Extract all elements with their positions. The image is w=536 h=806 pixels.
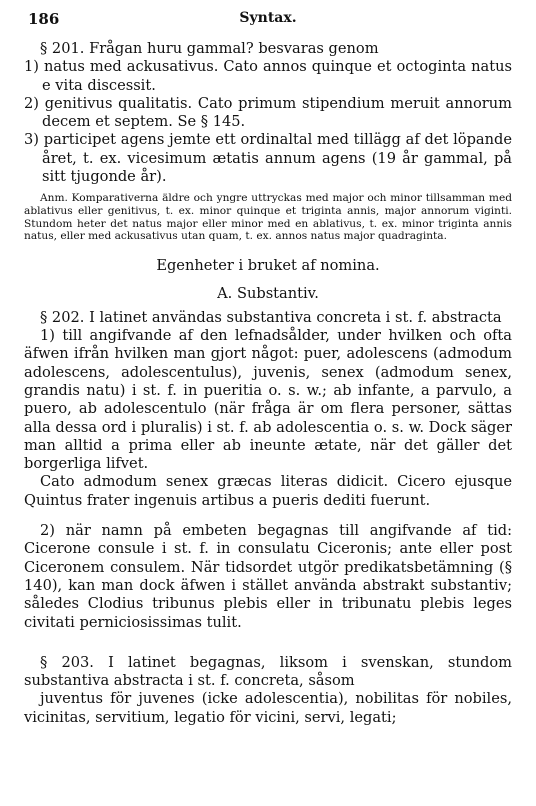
page-body [24,40,512,727]
section-201-item-2: 2) genitivus qualitatis. Cato primum stipendium meruit annorum decem et septem. Se § 145. [24,94,512,131]
section-202-lead: § 202. I latinet användas substantiva concreta i st. f. abstracta [40,308,502,326]
section-201-lead: § 201. Frågan huru gammal? besvaras genom [40,40,379,57]
section-subheading: A. Substantiv. [217,284,319,302]
section-203-lead: § 203. I latinet begagnas, liksom i svenskan, stundom substantiva abstracta i st. f. concreta, såsom [24,653,512,690]
page-header [28,10,508,32]
section-202-paragraph-1: 1) till angifvande af den lefnadsålder, under hvilken och ofta äfwen ifrån hvilken man gjort något: puer, adolescens (admodum adolescens, adolescentulus), juvenis, senex (admodum senex, grandis natu) i st. f. in pueritia o. s. w.; ab infante, a parvulo, a puero, ab adolescentulo (när fråga är om flera personer, sättas alla dessa ord i pluralis) i st. f. ab adolescentia o. s. w. Dock säger man alltid a prima eller ab ineunte ætate, när det gäller det borgerliga lifvet. [24,327,512,473]
chapter-heading: Egenheter i bruket af nomina. [156,256,380,274]
page-number: 186 [28,10,60,28]
section-203-paragraph-1: juventus för juvenes (icke adolescentia), nobilitas för nobiles, vicinitas, servitium, legatio för vicini, servi, legati; [24,690,512,726]
section-202-paragraph-3: 2) när namn på embeten begagnas till angifvande af tid: Cicerone consule i st. f. in consulatu Ciceronis; ante eller post Ciceronem consulem. När tidsordet utgör predikatsbetämning (§ 140), kan man dock äfwen i stället använda abstrakt substantiv; således Clodius tribunus plebis eller in tribunatu plebis leges civitati perniciosissimas tulit. [24,522,512,631]
section-201-item-1: 1) natus med ackusativus. Cato annos quinque et octoginta natus e vita discessit. [24,58,512,94]
running-title: Syntax. [239,10,297,26]
section-201-item-3: 3) participet agens jemte ett ordinaltal med tillägg af det löpande året, t. ex. vicesimum ætatis annum agens (19 år gammal, på sitt tjugonde år). [24,131,512,186]
section-202-paragraph-2: Cato admodum senex græcas literas didicit. Cicero ejusque Quintus frater ingenuis artibus a pueris dediti fuerunt. [24,473,512,509]
section-201-note: Anm. Komparativerna äldre och yngre uttryckas med major och minor tillsamman med ablativus eller genitivus, t. ex. minor quinque et triginta annis, major annorum viginti. Stundom heter det natus major eller minor med en ablativus, t. ex. minor triginta annis natus, eller med ackusativus utan quam, t. ex. annos natus major quadraginta. [24,192,512,243]
